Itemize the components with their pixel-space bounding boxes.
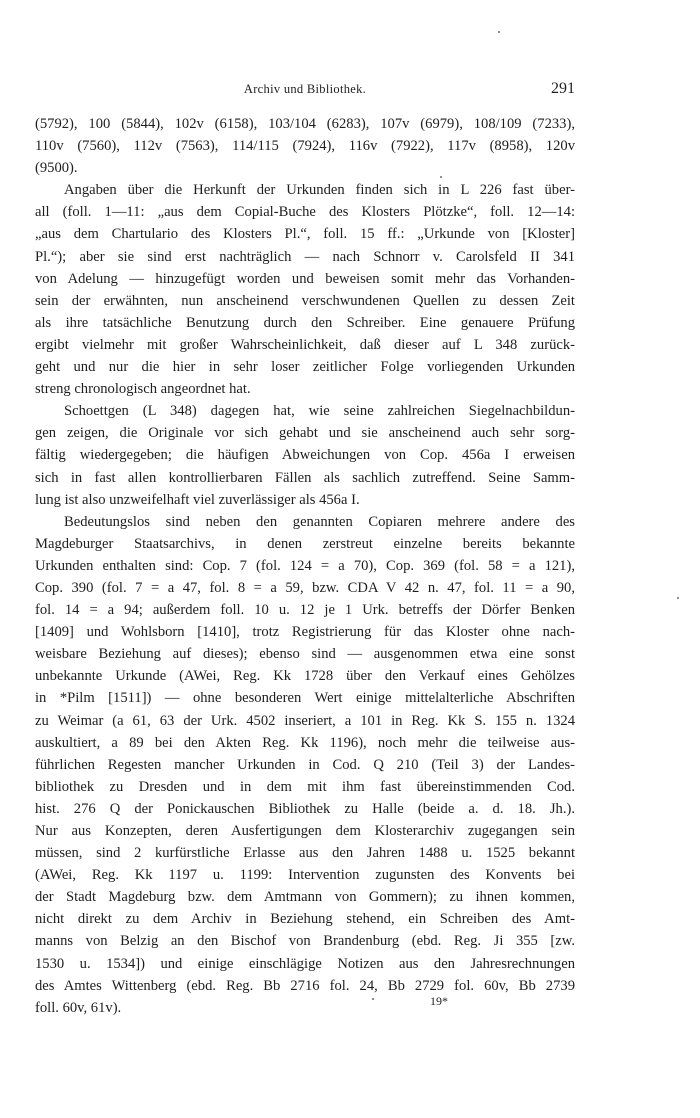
paper-speck xyxy=(498,31,500,33)
text-line: fältig wiedergegeben; die häufigen Abweichungen von Cop. 456a I erweisen xyxy=(35,447,575,464)
text-line: des Amtes Wittenberg (ebd. Reg. Bb 2716 fol. 24, Bb 2729 fol. 60v, Bb 2739 xyxy=(35,977,575,994)
text-line: bibliothek zu Dresden und in dem mit ihm fast übereinstimmenden Cod. xyxy=(35,778,575,795)
text-line: Magdeburger Staatsarchivs, in denen zerstreut einzelne bereits bekannte xyxy=(35,535,575,552)
running-head xyxy=(35,80,575,100)
paragraph-first-line: Angaben über die Herkunft der Urkunden finden sich in L 226 fast über- xyxy=(64,182,575,199)
text-line: müssen, sind 2 kurfürstliche Erlasse aus den Jahren 1488 u. 1525 bekannt xyxy=(35,845,575,862)
text-line: foll. 60v, 61v). xyxy=(35,999,122,1016)
text-line: hist. 276 Q der Ponickauschen Bibliothek zu Halle (beide a. d. 18. Jh.). xyxy=(35,800,575,817)
paper-speck xyxy=(372,998,374,1000)
text-line: fol. 14 = a 94; außerdem foll. 10 u. 12 je 1 Urk. betreffs der Dörfer Benken xyxy=(35,602,575,619)
text-line: all (foll. 1—11: „aus dem Copial-Buche des Klosters Plötzke“, foll. 12—14: xyxy=(35,204,575,221)
paragraph-first-line: Bedeutungslos sind neben den genannten Copiaren mehrere andere des xyxy=(64,513,575,530)
text-line: Nur aus Konzepten, deren Ausfertigungen dem Klosterarchiv zugegangen sein xyxy=(35,823,575,839)
text-line: sich in fast allen kontrollierbaren Fällen als sachlich zutreffend. Seine Samm- xyxy=(35,469,575,486)
text-line: Cop. 390 (fol. 7 = a 47, fol. 8 = a 59, bzw. CDA V 42 n. 47, fol. 11 = a 90, xyxy=(35,579,575,596)
text-line: (9500). xyxy=(35,160,78,177)
text-line: Urkunden enthalten sind: Cop. 7 (fol. 124 = a 70), Cop. 369 (fol. 58 = a 121), xyxy=(35,557,575,574)
text-line: als ihre tatsächliche Benutzung durch den Schreiber. Eine genauere Prüfung xyxy=(35,314,575,331)
text-line: 110v (7560), 112v (7563), 114/115 (7924), 116v (7922), 117v (8958), 120v xyxy=(35,138,575,155)
text-line: nicht direkt zu dem Archiv in Beziehung stehend, ein Schreiben des Amt- xyxy=(35,911,575,928)
text-line: unbekannte Urkunde (AWei, Reg. Kk 1728 über den Verkauf eines Gehölzes xyxy=(35,668,575,685)
text-line: führlichen Regesten mancher Urkunden in Cod. Q 210 (Teil 3) der Landes- xyxy=(35,756,575,773)
text-line: 1530 u. 1534]) und einige einschlägige Notizen aus den Jahresrechnungen xyxy=(35,955,575,972)
body-text xyxy=(35,113,575,1019)
text-line: streng chronologisch angeordnet hat. xyxy=(35,381,251,398)
text-line: [1409] und Wohlsborn [1410], trotz Registrierung für das Kloster ohne nach- xyxy=(35,624,575,641)
signature-mark: 19* xyxy=(430,994,448,1008)
text-line: manns von Belzig an den Bischof von Brandenburg (ebd. Reg. Ji 355 [zw. xyxy=(35,933,575,950)
text-line: sein der erwähnten, nun anscheinend verschwundenen Quellen zu dessen Zeit xyxy=(35,292,575,309)
text-line: zu Weimar (a 61, 63 der Urk. 4502 inseriert, a 101 in Reg. Kk S. 155 n. 1324 xyxy=(35,712,575,729)
text-line: der Stadt Magdeburg bzw. dem Amtmann von Gommern); zu ihnen kommen, xyxy=(35,889,575,906)
page-number: 291 xyxy=(551,80,575,97)
text-line: weisbare Beziehung auf dieses); ebenso sind — ausgenommen etwa eine sonst xyxy=(35,646,575,663)
paper-speck xyxy=(677,597,679,599)
text-line: „aus dem Chartulario des Klosters Pl.“, foll. 15 ff.: „Urkunde von [Kloster] xyxy=(35,226,575,243)
running-title: Archiv und Bibliothek. xyxy=(243,82,367,96)
text-line: auskultiert, a 89 bei den Akten Reg. Kk 1196), noch mehr die teilweise aus- xyxy=(35,734,575,751)
text-line: von Adelung — hinzugefügt worden und beweisen somit mehr das Vorhanden- xyxy=(35,270,575,287)
text-line: lung ist also unzweifelhaft viel zuverlässiger als 456a I. xyxy=(35,491,360,508)
text-line: ergibt vielmehr mit großer Wahrscheinlichkeit, daß dieser auf L 348 zurück- xyxy=(35,336,575,353)
text-line: geht und nur die hier in sehr loser zeitlicher Folge vorliegenden Urkunden xyxy=(35,359,575,376)
paragraph-first-line: Schoettgen (L 348) dagegen hat, wie seine zahlreichen Siegelnachbildun- xyxy=(64,403,575,420)
text-line: gen zeigen, die Originale vor sich gehabt und sie anscheinend auch sehr sorg- xyxy=(35,425,575,442)
text-line: Pl.“); aber sie sind erst nachträglich — nach Schnorr v. Carolsfeld II 341 xyxy=(35,248,575,265)
paper-speck xyxy=(440,176,442,178)
text-line: (5792), 100 (5844), 102v (6158), 103/104 (6283), 107v (6979), 108/109 (7233), xyxy=(35,116,575,132)
text-line: in *Pilm [1511]) — ohne besonderen Wert einige mittelalterliche Abschriften xyxy=(35,690,575,707)
text-line: (AWei, Reg. Kk 1197 u. 1199: Intervention zugunsten des Konvents bei xyxy=(35,867,575,884)
